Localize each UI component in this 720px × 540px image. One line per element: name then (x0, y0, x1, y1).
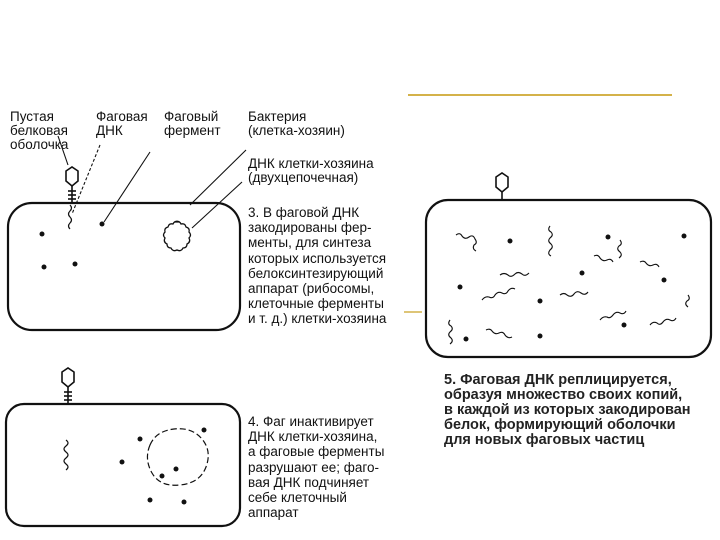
pointer-host-dna (192, 182, 242, 228)
phage-shell-3 (496, 173, 508, 200)
enzyme-dot (202, 428, 207, 433)
phage-shell-2 (62, 368, 74, 404)
enzyme-dot (160, 474, 165, 479)
phage-shell-1 (66, 167, 78, 203)
enzyme-dots-3 (458, 234, 687, 342)
pointer-bacterium (190, 150, 246, 205)
label-bacterium: Бактерия (клетка-хозяин) (248, 109, 345, 138)
enzyme-dot (148, 498, 153, 503)
pointer-phage-enzyme (104, 152, 150, 222)
enzyme-dot (73, 262, 78, 267)
label-empty-shell: Пустая белковая оболочка (10, 109, 69, 152)
label-host-dna: ДНК клетки-хозяина (двухцепочечная) (248, 156, 374, 185)
enzyme-dot (174, 467, 179, 472)
step-5-text: 5. Фаговая ДНК реплицируется, образуя множество своих копий, в каждой из которых закодирован белок, формирующий оболочки для новых фаговых частиц (444, 372, 691, 448)
host-dna-circle-1 (164, 221, 191, 250)
label-phage-enzyme: Фаговый фермент (164, 109, 221, 138)
phage-dna-injected-1 (69, 205, 72, 229)
label-phage-dna: Фаговая ДНК (96, 109, 148, 138)
enzyme-dot (120, 460, 125, 465)
host-dna-broken (147, 429, 208, 486)
bacterium-cell-2 (6, 404, 240, 526)
enzyme-dot (42, 265, 47, 270)
phage-dna-copies (449, 226, 690, 344)
phage-dna-2 (64, 440, 68, 470)
step-4-text: 4. Фаг инактивирует ДНК клетки-хозяина, а фаговые ферменты разрушают ее; фаго- вая ДНК подчиняет себе клеточный аппарат (248, 414, 385, 521)
enzyme-dot (182, 500, 187, 505)
enzyme-dot (100, 222, 105, 227)
enzyme-dot (138, 437, 143, 442)
bacterium-cell-3 (426, 200, 711, 357)
enzyme-dot (40, 232, 45, 237)
step-3-text: 3. В фаговой ДНК закодированы фер- менты, для синтеза которых используется белоксинтезирующий аппарат (рибосомы, клеточные ферменты и т. д.) клетки-хозяина (248, 205, 387, 327)
